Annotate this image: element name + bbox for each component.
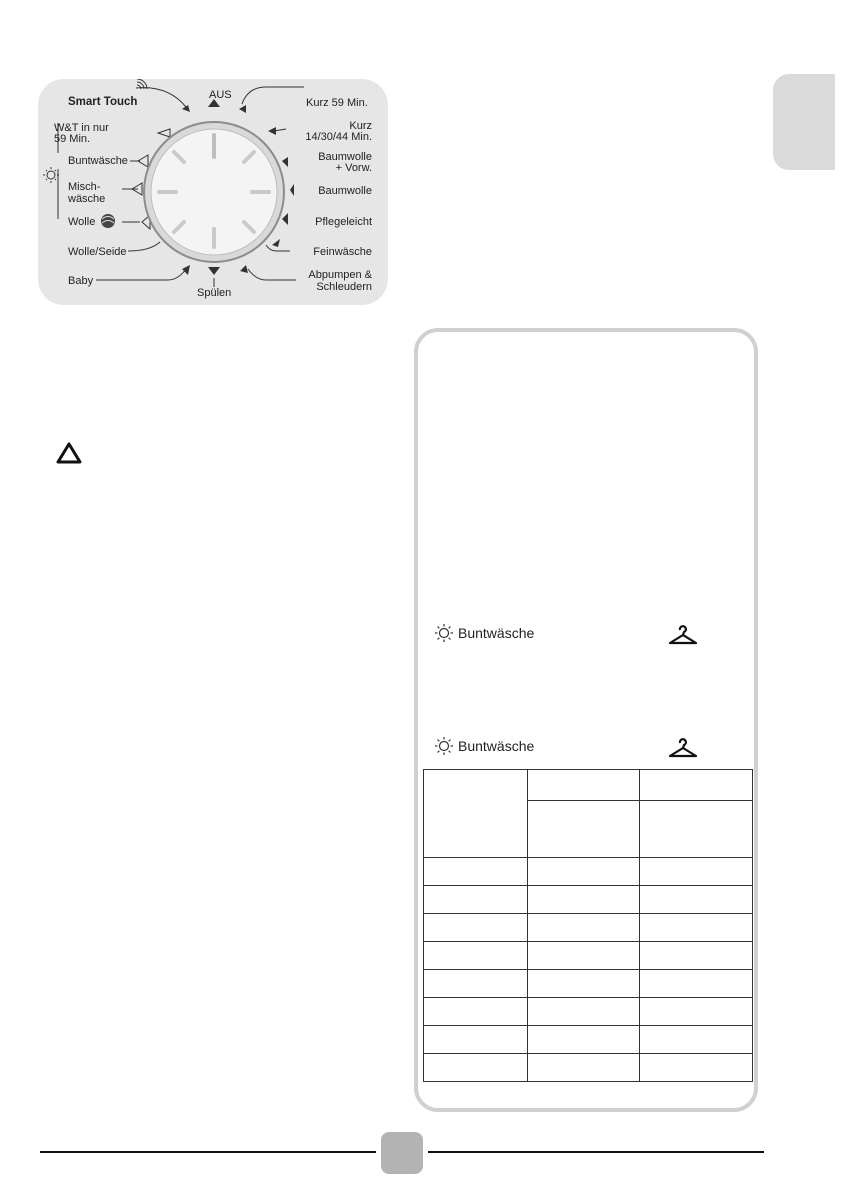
- table-cell: [424, 970, 528, 998]
- kurz-label: Kurz: [349, 120, 372, 132]
- wolle-seide-label: Wolle/Seide: [68, 246, 127, 258]
- hanger-icon: [668, 623, 698, 645]
- program-name: Buntwäsche: [458, 738, 535, 754]
- table-row: [424, 998, 753, 1026]
- table-cell: [424, 858, 528, 886]
- sun-icon: [43, 167, 59, 183]
- table-row: [424, 914, 753, 942]
- table-row: [424, 942, 753, 970]
- table-cell: [640, 801, 753, 858]
- hanger-icon: [668, 736, 698, 758]
- sun-icon: [434, 623, 454, 643]
- table-cell: [640, 970, 753, 998]
- program-table: [423, 769, 753, 1082]
- pflegeleicht-label: Pflegeleicht: [315, 216, 372, 228]
- table-cell: [528, 886, 640, 914]
- table-cell: [640, 998, 753, 1026]
- table-cell: [528, 1054, 640, 1082]
- wool-icon: [101, 214, 115, 228]
- wolle-label: Wolle: [68, 216, 96, 228]
- baumwolle-vorw-label: Baumwolle: [318, 151, 372, 163]
- kurz59-label: Kurz 59 Min.: [306, 97, 368, 109]
- table-cell: [424, 914, 528, 942]
- table-row: [424, 1054, 753, 1082]
- spuelen-label: Spülen: [197, 287, 232, 299]
- program-line-2: [434, 736, 734, 758]
- feinwaesche-label: Feinwäsche: [313, 246, 372, 258]
- table-cell: [640, 1026, 753, 1054]
- table-cell: [424, 886, 528, 914]
- table-row: [424, 858, 753, 886]
- footer-rule-right: [428, 1151, 764, 1153]
- table-cell: [424, 770, 528, 858]
- abpumpen-label: Abpumpen &: [308, 269, 372, 281]
- page-number-badge: [381, 1132, 423, 1174]
- table-cell: [640, 886, 753, 914]
- table-cell: [528, 914, 640, 942]
- table-cell: [528, 970, 640, 998]
- table-cell: [640, 914, 753, 942]
- baumwolle-vorw-label-2: + Vorw.: [335, 162, 372, 174]
- wt-time-label: 59 Min.: [54, 133, 91, 145]
- buntwaesche-label: Buntwäsche: [68, 155, 128, 167]
- wt-label: W&T in nur: [54, 122, 109, 134]
- baby-label: Baby: [68, 275, 94, 287]
- table-cell: [424, 1054, 528, 1082]
- footer-rule-left: [40, 1151, 376, 1153]
- table-row: [424, 970, 753, 998]
- table-cell: [528, 858, 640, 886]
- warning-triangle-icon: [56, 442, 82, 464]
- aus-label: AUS: [209, 89, 232, 101]
- smart-touch-label: Smart Touch: [68, 96, 138, 108]
- table-cell: [528, 942, 640, 970]
- table-cell: [424, 998, 528, 1026]
- kurz-times-label: 14/30/44 Min.: [305, 131, 372, 143]
- language-tab: [773, 74, 835, 170]
- program-line-1: [434, 623, 734, 645]
- table-row: [424, 886, 753, 914]
- table-cell: [640, 942, 753, 970]
- table-cell: [424, 942, 528, 970]
- table-row: [424, 1026, 753, 1054]
- mischwaesche-label-2: wäsche: [68, 193, 106, 205]
- table-cell: [528, 770, 640, 801]
- table-cell: [640, 770, 753, 801]
- table-cell: [424, 1026, 528, 1054]
- baumwolle-label: Baumwolle: [318, 185, 372, 197]
- sun-icon: [434, 736, 454, 756]
- table-cell: [640, 858, 753, 886]
- program-name: Buntwäsche: [458, 625, 535, 641]
- table-cell: [640, 1054, 753, 1082]
- table-row: [424, 770, 753, 801]
- mischwaesche-label: Misch-: [68, 181, 101, 193]
- schleudern-label: Schleudern: [316, 281, 372, 293]
- table-cell: [528, 801, 640, 858]
- table-cell: [528, 1026, 640, 1054]
- table-cell: [528, 998, 640, 1026]
